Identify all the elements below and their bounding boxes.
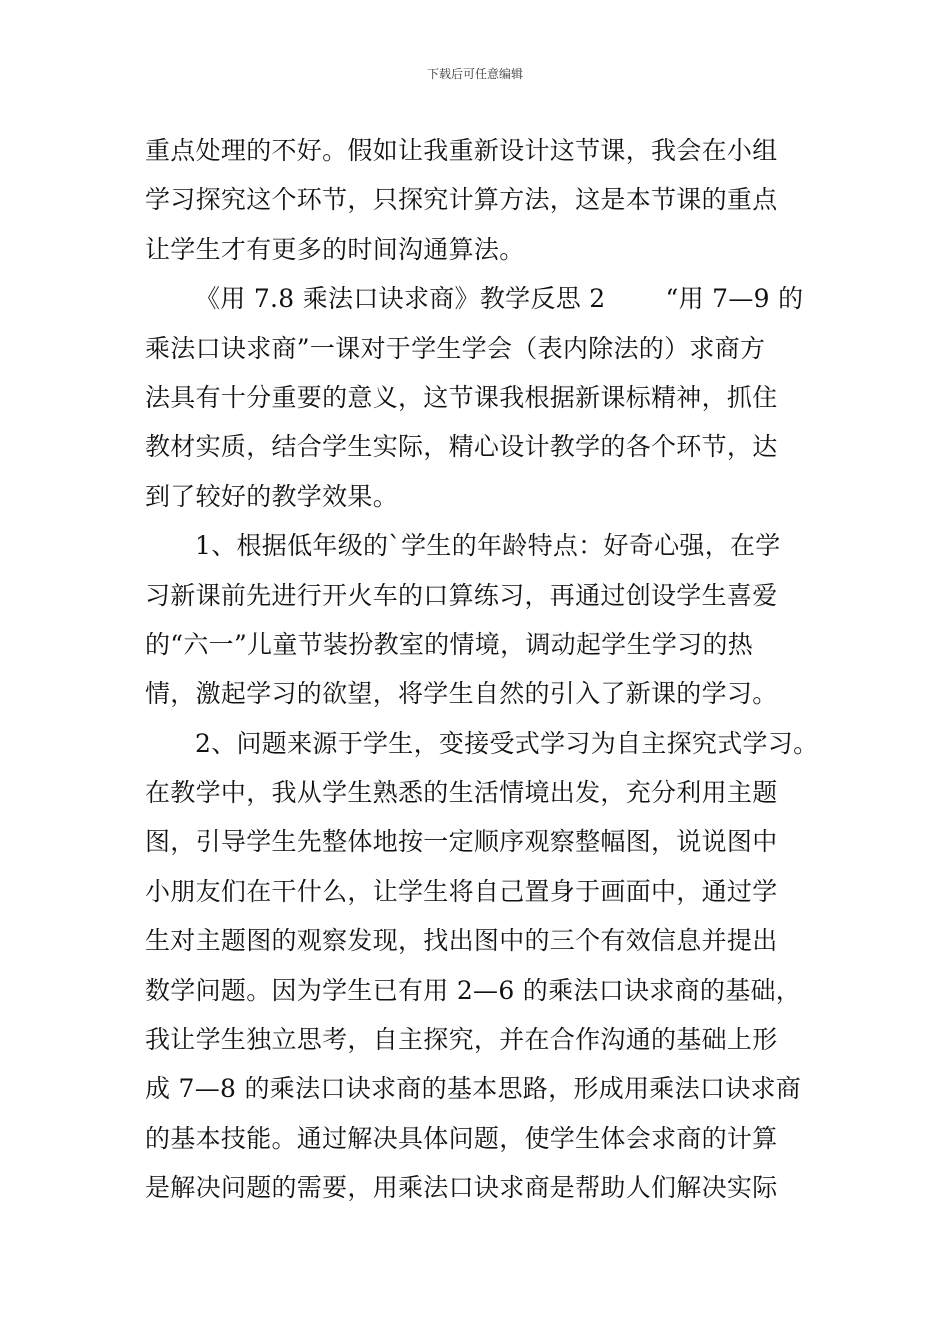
text-line-10: 习新课前先进行开火车的口算练习，再通过创设学生喜爱 — [145, 580, 778, 610]
text-line-18: 数学问题。因为学生已有用 2—6 的乘法口诀求商的基础， — [145, 975, 802, 1005]
text-line-3: 让学生才有更多的时间沟通算法。 — [145, 234, 525, 264]
text-line-19: 我让学生独立思考，自主探究，并在合作沟通的基础上形 — [145, 1025, 778, 1055]
text-line-8: 到了较好的教学效果。 — [145, 481, 399, 511]
text-line-9: 1、根据低年级的`学生的年龄特点：好奇心强，在学 — [195, 531, 781, 561]
article-title: 《用 7.8 乘法口诀求商》教学反思 2 — [195, 284, 606, 314]
text-line-13: 2、问题来源于学生，变接受式学习为自主探究式学习。 — [195, 728, 819, 758]
text-line-12: 情，激起学习的欲望，将学生自然的引入了新课的学习。 — [145, 679, 778, 709]
text-line-6: 法具有十分重要的意义，这节课我根据新课标精神，抓住 — [145, 382, 778, 412]
text-line-16: 小朋友们在干什么，让学生将自己置身于画面中，通过学 — [145, 876, 778, 906]
text-line-1: 重点处理的不好。假如让我重新设计这节课，我会在小组 — [145, 136, 778, 165]
text-line-4 — [145, 274, 825, 323]
text-line-21: 的基本技能。通过解决具体问题，使学生体会求商的计算 — [145, 1123, 778, 1153]
text-line-2: 学习探究这个环节，只探究计算方法，这是本节课的重点 — [145, 185, 778, 215]
page-header: 下载后可任意编辑 — [426, 67, 523, 81]
text-line-15: 图，引导学生先整体地按一定顺序观察整幅图，说说图中 — [145, 827, 778, 857]
text-line-17: 生对主题图的观察发现，找出图中的三个有效信息并提出 — [145, 926, 778, 956]
text-line-11: 的“六一”儿童节装扮教室的情境，调动起学生学习的热 — [145, 629, 754, 659]
text-line-5: 乘法口诀求商”一课对于学生学会（表内除法的）求商方 — [145, 333, 766, 363]
document-body — [145, 126, 825, 1213]
text-line-14: 在教学中，我从学生熟悉的生活情境出发，充分利用主题 — [145, 778, 778, 808]
text-line-20: 成 7—8 的乘法口诀求商的基本思路，形成用乘法口诀求商 — [145, 1074, 802, 1104]
text-line-22: 是解决问题的需要，用乘法口诀求商是帮助人们解决实际 — [145, 1173, 778, 1203]
quoted-lesson-title: “用 7—9 的 — [665, 284, 804, 314]
text-line-7: 教材实质，结合学生实际，精心设计教学的各个环节，达 — [145, 432, 778, 462]
